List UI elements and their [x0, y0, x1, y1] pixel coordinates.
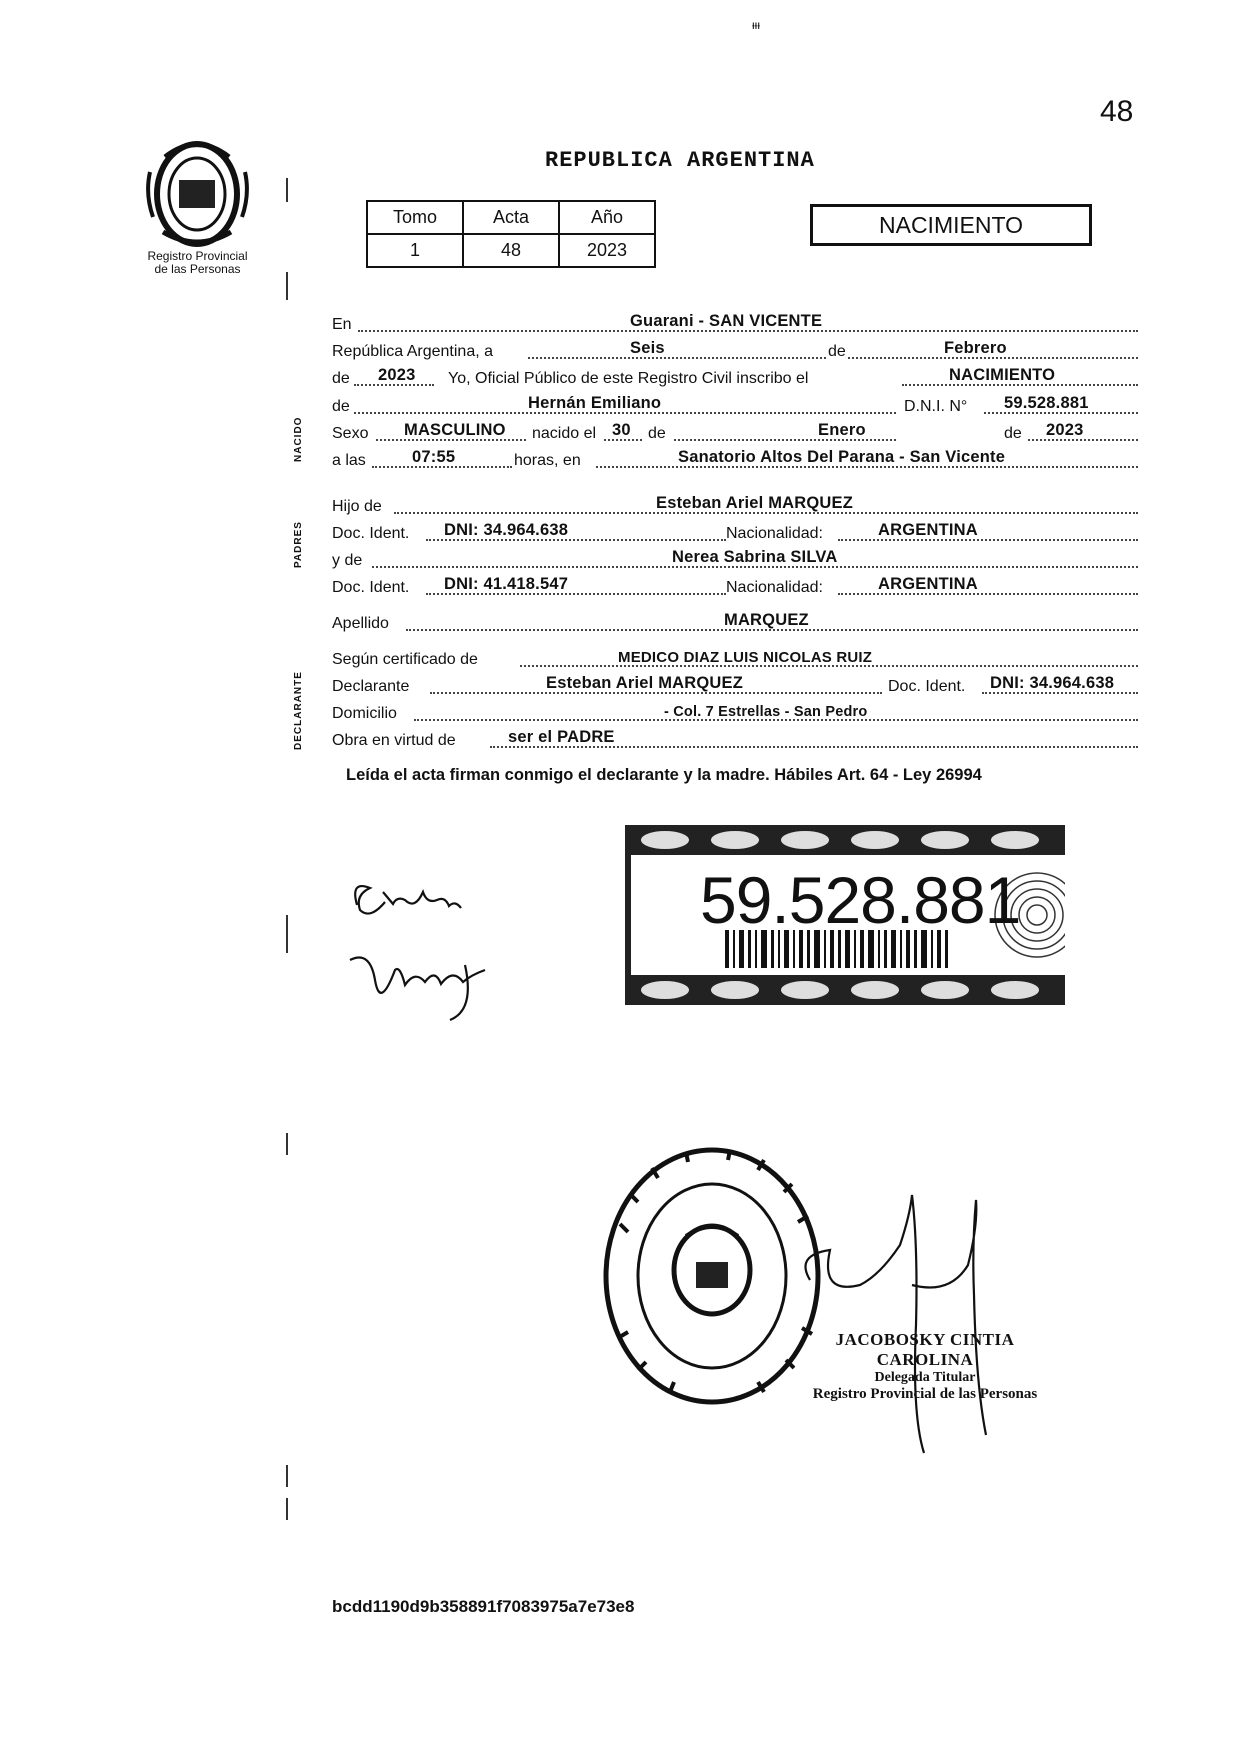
value-year: 2023 [378, 366, 416, 384]
label-yde: y de [332, 552, 363, 569]
label-nacido: nacido el [532, 425, 597, 442]
label-de-birth-month: de [648, 425, 666, 442]
registry-header-anio: Año [559, 201, 655, 234]
margin-mark [286, 1133, 288, 1155]
label-apellido: Apellido [332, 615, 389, 632]
label-republica: República Argentina, a [332, 343, 493, 360]
line-ydo [332, 546, 1138, 570]
side-label-nacido: NACIDO [293, 416, 304, 462]
value-certificate: MEDICO DIAZ LUIS NICOLAS RUIZ [618, 649, 873, 666]
line-time-place [332, 446, 1138, 470]
label-obra: Obra en virtud de [332, 732, 456, 749]
official-seal [598, 1142, 826, 1410]
value-birth-year: 2023 [1046, 421, 1084, 439]
signatory-block [800, 1330, 1050, 1403]
registry-header-tomo: Tomo [367, 201, 463, 234]
side-label-padres: PADRES [293, 521, 304, 568]
value-place-registry: Guarani - SAN VICENTE [630, 312, 823, 330]
label-declarante-doc: Doc. Ident. [888, 678, 966, 695]
label-alas: a las [332, 452, 366, 469]
document-hash: bcdd1190d9b358891f7083975a7e73e8 [332, 1597, 635, 1616]
reading-statement: Leída el acta firman conmigo el declarante y la madre. Hábiles Art. 64 - Ley 26994 [346, 766, 982, 784]
label-declarante: Declarante [332, 678, 410, 695]
registry-value-acta: 48 [463, 234, 559, 267]
label-de-name: de [332, 398, 350, 415]
value-father-name: Esteban Ariel MARQUEZ [656, 494, 854, 512]
registry-value-row [367, 234, 655, 267]
label-en: En [332, 316, 352, 333]
label-father-doc: Doc. Ident. [332, 525, 410, 542]
registry-value-anio: 2023 [559, 234, 655, 267]
value-declarante: Esteban Ariel MARQUEZ [546, 674, 744, 692]
provincial-emblem-icon [145, 132, 250, 252]
line-domicilio [332, 699, 1138, 723]
value-apellido: MARQUEZ [724, 611, 809, 629]
line-obra [332, 726, 1138, 750]
handwritten-signatures [345, 870, 505, 1030]
label-mother-doc: Doc. Ident. [332, 579, 410, 596]
margin-mark [286, 915, 288, 953]
value-time: 07:55 [412, 448, 456, 466]
value-birth-place: Sanatorio Altos Del Parana - San Vicente [678, 448, 1006, 466]
value-day: Seis [630, 339, 665, 357]
registry-value-tomo: 1 [367, 234, 463, 267]
value-child-dni: 59.528.881 [1004, 394, 1089, 412]
registry-table [366, 200, 656, 268]
line-republica [332, 337, 1138, 361]
value-child-name: Hernán Emiliano [528, 394, 662, 412]
margin-mark [286, 272, 288, 300]
line-apellido [332, 609, 1138, 633]
value-sexo: MASCULINO [404, 421, 506, 439]
margin-mark [286, 1465, 288, 1487]
registry-header-acta: Acta [463, 201, 559, 234]
label-segun: Según certificado de [332, 651, 478, 668]
scan-mark: ᵻᵻᵻ [752, 18, 760, 32]
value-mother-doc: DNI: 41.418.547 [444, 575, 569, 593]
emblem-caption-line1: Registro Provincial [147, 249, 248, 263]
label-de-birth-year: de [1004, 425, 1022, 442]
signatory-org: Registro Provincial de las Personas [812, 1386, 1038, 1402]
line-sexo [332, 419, 1138, 443]
side-label-declarante: DECLARANTE [293, 671, 304, 750]
line-father-doc [332, 519, 1138, 543]
line-hijo [332, 492, 1138, 516]
line-year-official [332, 364, 1138, 388]
stamp-dni-number: 59.528.881 [700, 863, 1021, 937]
record-kind: NACIMIENTO [810, 204, 1092, 246]
emblem-caption-line2: de las Personas [154, 262, 241, 276]
value-obra: ser el PADRE [508, 728, 615, 746]
line-mother-doc [332, 573, 1138, 597]
official-signature [800, 1185, 1030, 1455]
value-event: NACIMIENTO [949, 366, 1056, 384]
label-mother-nac: Nacionalidad: [726, 579, 823, 596]
label-de-month: de [828, 343, 846, 360]
line-declarante [332, 672, 1138, 696]
margin-mark [286, 1498, 288, 1520]
value-mother-name: Nerea Sabrina SILVA [672, 548, 838, 566]
label-horas: horas, en [514, 452, 581, 469]
label-official: Yo, Oficial Público de este Registro Civil inscribo el [448, 370, 809, 387]
label-domicilio: Domicilio [332, 705, 397, 722]
value-father-nac: ARGENTINA [878, 521, 978, 539]
signatory-name: JACOBOSKY CINTIA CAROLINA [835, 1330, 1015, 1369]
value-declarante-doc: DNI: 34.964.638 [990, 674, 1115, 692]
label-father-nac: Nacionalidad: [726, 525, 823, 542]
value-father-doc: DNI: 34.964.638 [444, 521, 569, 539]
value-birth-month: Enero [818, 421, 866, 439]
value-birth-day: 30 [612, 421, 631, 439]
document-title: REPUBLICA ARGENTINA [545, 148, 815, 173]
label-dni: D.N.I. N° [904, 398, 968, 415]
value-domicilio: - Col. 7 Estrellas - San Pedro [664, 704, 868, 720]
label-hijo: Hijo de [332, 498, 382, 515]
line-name [332, 392, 1138, 416]
margin-mark [286, 178, 288, 202]
emblem-caption [125, 250, 270, 276]
line-en [332, 310, 1138, 334]
line-segun [332, 645, 1138, 669]
page-number: 48 [1100, 95, 1134, 128]
label-sexo: Sexo [332, 425, 369, 442]
value-mother-nac: ARGENTINA [878, 575, 978, 593]
label-de-year: de [332, 370, 350, 387]
value-month: Febrero [944, 339, 1007, 357]
registry-header-row [367, 201, 655, 234]
signatory-role: Delegada Titular [874, 1370, 976, 1385]
